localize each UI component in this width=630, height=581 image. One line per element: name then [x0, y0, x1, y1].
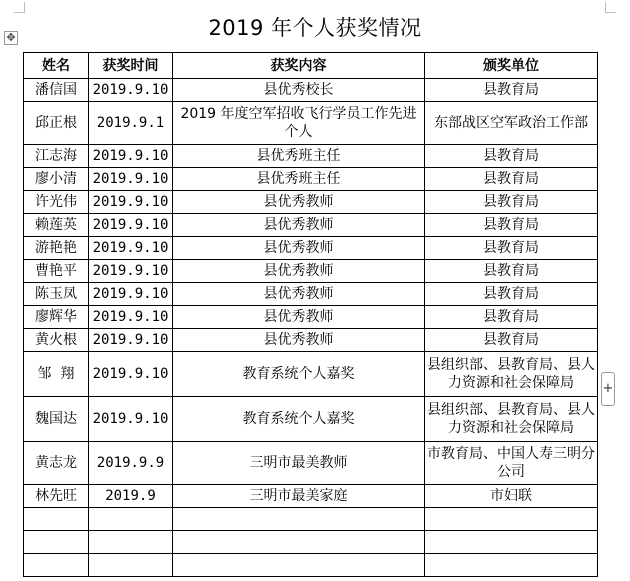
cell-date[interactable]: 2019.9.10 [89, 214, 173, 237]
header-date[interactable]: 获奖时间 [89, 53, 173, 79]
cell-content[interactable]: 县优秀班主任 [173, 145, 425, 168]
table-row [24, 260, 598, 283]
cell-date[interactable]: 2019.9.10 [89, 283, 173, 306]
document-title: 2019 年个人获奖情况 [208, 16, 422, 40]
cell-org[interactable]: 县教育局 [425, 214, 598, 237]
cell-content[interactable]: 县优秀教师 [173, 329, 425, 352]
cell-name[interactable]: 黄火根 [24, 329, 89, 352]
table-row [24, 102, 598, 145]
empty-row [24, 531, 598, 554]
empty-cell[interactable] [173, 554, 425, 577]
cell-org[interactable]: 市妇联 [425, 485, 598, 508]
cell-content[interactable]: 三明市最美教师 [173, 442, 425, 485]
cell-date[interactable]: 2019.9.10 [89, 329, 173, 352]
table-row [24, 145, 598, 168]
cell-content[interactable]: 教育系统个人嘉奖 [173, 352, 425, 397]
empty-cell[interactable] [24, 554, 89, 577]
cell-content[interactable]: 县优秀教师 [173, 191, 425, 214]
cell-org[interactable]: 县教育局 [425, 237, 598, 260]
cell-name[interactable]: 游艳艳 [24, 237, 89, 260]
cell-name[interactable]: 陈玉凤 [24, 283, 89, 306]
cell-name[interactable]: 邱正根 [24, 102, 89, 145]
cell-content[interactable]: 县优秀教师 [173, 214, 425, 237]
cell-org[interactable]: 县教育局 [425, 191, 598, 214]
empty-cell[interactable] [425, 508, 598, 531]
cell-org[interactable]: 县教育局 [425, 329, 598, 352]
cell-org[interactable]: 东部战区空军政治工作部 [425, 102, 598, 145]
empty-cell[interactable] [24, 508, 89, 531]
table-row [24, 485, 598, 508]
cell-org[interactable]: 县教育局 [425, 168, 598, 191]
cell-org[interactable]: 县教育局 [425, 283, 598, 306]
cell-content[interactable]: 三明市最美家庭 [173, 485, 425, 508]
cell-org[interactable]: 县教育局 [425, 79, 598, 102]
cell-org[interactable]: 县教育局 [425, 260, 598, 283]
cell-date[interactable]: 2019.9.10 [89, 397, 173, 442]
cell-name[interactable]: 廖小清 [24, 168, 89, 191]
cell-org[interactable]: 县教育局 [425, 306, 598, 329]
cell-date[interactable]: 2019.9.10 [89, 168, 173, 191]
empty-cell[interactable] [89, 531, 173, 554]
cell-date[interactable]: 2019.9.10 [89, 191, 173, 214]
cell-date[interactable]: 2019.9.10 [89, 306, 173, 329]
cell-name[interactable]: 赖莲英 [24, 214, 89, 237]
cell-content[interactable]: 2019 年度空军招收飞行学员工作先进个人 [173, 102, 425, 145]
table-row [24, 306, 598, 329]
table-row [24, 79, 598, 102]
add-column-icon[interactable]: + [601, 372, 615, 406]
cell-date[interactable]: 2019.9.10 [89, 260, 173, 283]
cell-content[interactable]: 县优秀教师 [173, 283, 425, 306]
cell-name[interactable]: 廖辉华 [24, 306, 89, 329]
cell-org[interactable]: 县组织部、县教育局、县人力资源和社会保障局 [425, 397, 598, 442]
empty-cell[interactable] [89, 508, 173, 531]
cell-name[interactable]: 许光伟 [24, 191, 89, 214]
table-row [24, 397, 598, 442]
cell-date[interactable]: 2019.9.10 [89, 352, 173, 397]
cell-name[interactable]: 魏国达 [24, 397, 89, 442]
cell-org[interactable]: 市教育局、中国人寿三明分公司 [425, 442, 598, 485]
cell-content[interactable]: 县优秀教师 [173, 237, 425, 260]
empty-cell[interactable] [24, 531, 89, 554]
cell-date[interactable]: 2019.9 [89, 485, 173, 508]
table-row [24, 442, 598, 485]
header-name[interactable]: 姓名 [24, 53, 89, 79]
empty-row [24, 554, 598, 577]
table-row [24, 191, 598, 214]
cell-date[interactable]: 2019.9.10 [89, 145, 173, 168]
cell-name[interactable]: 江志海 [24, 145, 89, 168]
cell-content[interactable]: 县优秀教师 [173, 306, 425, 329]
empty-cell[interactable] [89, 554, 173, 577]
empty-row [24, 508, 598, 531]
header-content[interactable]: 获奖内容 [173, 53, 425, 79]
cell-org[interactable]: 县教育局 [425, 145, 598, 168]
table-header-row [24, 53, 598, 79]
table-row [24, 237, 598, 260]
empty-cell[interactable] [425, 531, 598, 554]
cell-content[interactable]: 县优秀教师 [173, 260, 425, 283]
cell-content[interactable]: 县优秀班主任 [173, 168, 425, 191]
empty-cell[interactable] [173, 531, 425, 554]
cell-date[interactable]: 2019.9.10 [89, 79, 173, 102]
table-row [24, 283, 598, 306]
cell-date[interactable]: 2019.9.10 [89, 237, 173, 260]
cell-date[interactable]: 2019.9.9 [89, 442, 173, 485]
table-row [24, 329, 598, 352]
empty-cell[interactable] [425, 554, 598, 577]
cell-name[interactable]: 黄志龙 [24, 442, 89, 485]
header-org[interactable]: 颁奖单位 [425, 53, 598, 79]
table-row [24, 214, 598, 237]
empty-cell[interactable] [173, 508, 425, 531]
cell-date[interactable]: 2019.9.1 [89, 102, 173, 145]
cell-org[interactable]: 县组织部、县教育局、县人力资源和社会保障局 [425, 352, 598, 397]
cell-content[interactable]: 县优秀校长 [173, 79, 425, 102]
table-row [24, 352, 598, 397]
cell-name[interactable]: 林先旺 [24, 485, 89, 508]
table-move-handle-icon[interactable]: ✥ [4, 31, 18, 45]
cell-name[interactable]: 潘信国 [24, 79, 89, 102]
table-row [24, 168, 598, 191]
cell-name[interactable]: 曹艳平 [24, 260, 89, 283]
awards-table[interactable] [23, 52, 598, 577]
cell-content[interactable]: 教育系统个人嘉奖 [173, 397, 425, 442]
cell-name[interactable]: 邹 翔 [24, 352, 89, 397]
